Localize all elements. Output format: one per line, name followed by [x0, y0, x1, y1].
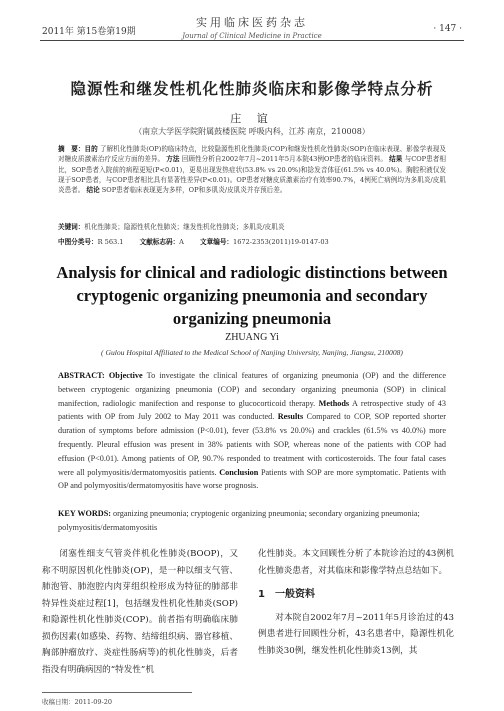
article-no-label: 文章编号： [200, 238, 234, 246]
footnote-divider [42, 692, 192, 693]
english-title: Analysis for clinical and radiologic distinctions between cryptogenic organizing pneumonia and secondary organizing pneumonia [56, 263, 448, 328]
keywords-text: 机化性肺炎；隐源性机化性肺炎；继发性机化性肺炎；多肌炎/皮肌炎 [84, 223, 285, 231]
header-issue: 2011年 第15卷第19期 [42, 27, 136, 37]
article-no-value: 1672-2353(2011)19-0147-03 [233, 238, 329, 246]
results-text: 与COP患者相比，SOP患者入院前的病程更短(P<0.01)，更易出现发热症状(53.8% vs 20.0%)和捻发音体征(61.5% vs 40.0%)。胸腔积液仅发现于SOP患者，与COP患者相比具有显著性差异(P<0.01)。OP患者对糖皮质激素治疗有效率90.7%，4例死亡病例均为多肌炎/皮肌炎患者。 [58, 155, 446, 195]
journal-name-en: Journal of Clinical Medicine in Practice [182, 32, 322, 40]
english-abstract [58, 369, 446, 493]
en-abstract-label: ABSTRACT: Objective [58, 371, 143, 380]
en-conclusion-label: Conclusion [219, 467, 259, 477]
en-keywords-text: organizing pneumonia; cryptogenic organizing pneumonia; secondary organizing pneumonia; polymyositis/dermatomyositis [58, 509, 420, 532]
chinese-title: 隐源性和继发性机化性肺炎临床和影像学特点分析 [70, 80, 434, 98]
english-author: ZHUANG Yi [225, 332, 279, 343]
abstract-label: 摘 要： [58, 145, 85, 153]
chinese-keywords [58, 221, 446, 231]
keywords-label: 关键词： [58, 223, 85, 231]
header-divider [40, 40, 464, 41]
body-column-left [42, 546, 238, 678]
intro-paragraph: 闭塞性细支气管炎伴机化性肺炎(BOOP)，又称不明原因机化性肺炎(OP)，是一种以细支气管、肺泡管、肺泡腔内肉芽组织栓形成为特征的肺部非特异性炎症过程[1]，包括继发性机化性肺炎(SOP)和隐源性机化性肺炎(COP)。前者指有明确临床肺损伤因素(如感染、药物、结缔组织病、器官移植、胸部肿瘤放疗、炎症性肠病等)的机化性肺炎，后者指没有明确病因的“特发性”机 [42, 549, 238, 675]
english-keywords [58, 507, 446, 535]
en-methods-label: Methods [318, 398, 350, 408]
classification-line [58, 236, 446, 246]
section-heading: 1 一般资料 [258, 589, 315, 600]
objective-text: 了解机化性肺炎(OP)的临床特点，比较隐源性机化性肺炎(COP)和继发性机化性肺炎(SOP)在临床表现、影像学表现及对糖皮质激素治疗反应方面的差异。 [58, 145, 447, 164]
en-methods-text: A retrospective study of 43 patients with OP from July 2002 to May 2011 was conducted. [58, 398, 446, 422]
results-label: 结果 [389, 155, 403, 164]
objective-label: 目的 [84, 145, 98, 153]
received-date: 收稿日期：2011-09-20 [42, 698, 112, 706]
english-affiliation: ( Gulou Hospital Affiliated to the Medical School of Nanjing University, Nanjing, Jiangsu, 210008) [101, 348, 403, 357]
clc-value: R 563.1 [97, 238, 124, 246]
en-results-label: Results [277, 412, 304, 422]
section-paragraph: 对本院自2002年7月~2011年5月诊治过的43例患者进行回顾性分析，43名患者中，隐源性机化性肺炎30例，继发性机化性肺炎13例，其 [258, 612, 454, 656]
methods-text: 回顾性分析自2002年7月~2011年5月本院43例OP患者的临床资料。 [181, 155, 387, 164]
methods-label: 方法 [166, 155, 180, 164]
chinese-affiliation: （南京大学医学院附属鼓楼医院 呼吸内科，江苏 南京，210008） [134, 127, 370, 136]
en-conclusion-text: Patients with SOP are more symptomatic. Patients with OP and polymyositis/dermatomyositis have worse prognosis. [58, 467, 447, 491]
conclusion-text: SOP患者临床表现更为多样，OP和多肌炎/皮肌炎并存预后差。 [101, 186, 287, 195]
doc-code-label: 文献标志码： [139, 238, 180, 246]
en-keywords-label: KEY WORDS: [58, 509, 111, 518]
clc-label: 中图分类号： [58, 238, 98, 246]
chinese-author: 庄 谊 [230, 112, 274, 125]
en-results-text: Compared to COP, SOP reported shorter duration of symptoms before admission (P<0.01), fever (53.8% vs 20.0%) and crackles (61.5% vs 40.0%) more frequently. Pleural effusion was present in 38% patients with SOP, whereas none of the patients with COP had effusion (P<0.01). Among patients of OP, 90.7% responded to treatment with corticosteroids. The four fatal cases were all polymyositis/dermatomyositis patients. [58, 412, 447, 477]
en-objective-text: To investigate the clinical features of organizing pneumonia (OP) and the difference between cryptogenic organizing pneumonia (COP) and secondary organizing pneumonia (SOP) in clinical manifection, radiologic manifection and response to glucocorticoid therapy. [58, 371, 446, 408]
journal-name-cn: 实用临床医药杂志 [196, 16, 308, 29]
conclusion-label: 结论 [86, 186, 100, 195]
chinese-abstract [58, 144, 446, 195]
doc-code-value: A [179, 238, 184, 246]
body-column-right [258, 546, 454, 659]
intro-paragraph-continued: 化性肺炎。本文回顾性分析了本院诊治过的43例机化性肺炎患者，对其临床和影像学特点总结如下。 [258, 549, 454, 576]
page-number: · 147 · [433, 24, 462, 34]
journal-masthead [150, 14, 354, 40]
